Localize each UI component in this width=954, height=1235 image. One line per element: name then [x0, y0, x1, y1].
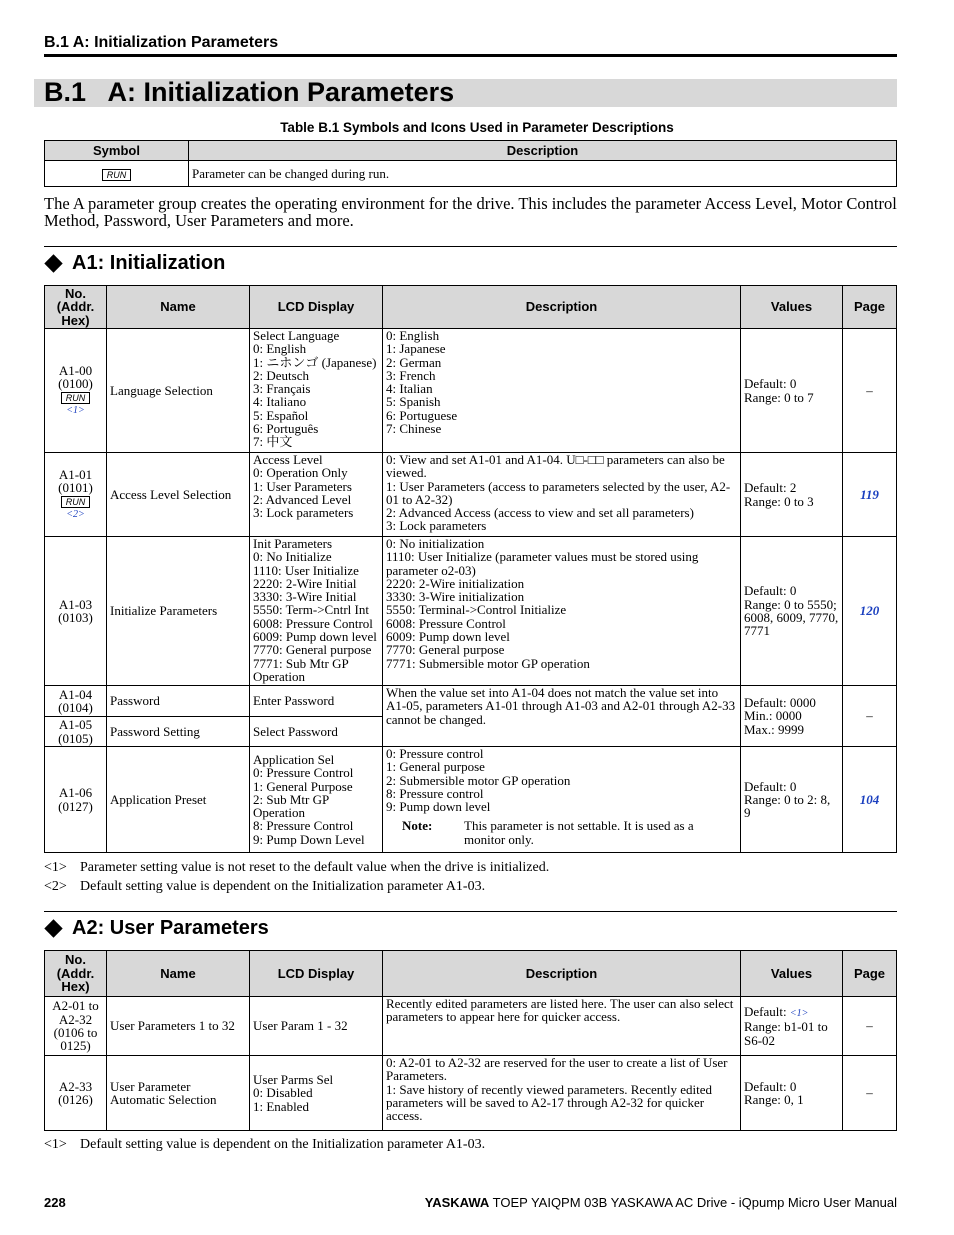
- param-description: 0: English 1: Japanese 2: German 3: French 4: Italian 5: Spanish 6: Portuguese 7: Chinese: [383, 329, 741, 453]
- page-ref: –: [843, 1056, 897, 1131]
- footer-brand: YASKAWA: [424, 1195, 490, 1210]
- footnote-text: Default setting value is dependent on the Initialization parameter A1-03.: [80, 879, 486, 894]
- param-description: Recently edited parameters are listed here. The user can also select parameters to appear here for quicker access.: [383, 997, 741, 1056]
- param-values: Default: 0000 Min.: 0000 Max.: 9999: [741, 686, 843, 747]
- section-rule: [44, 246, 897, 247]
- table-row: [45, 997, 897, 1056]
- lcd-display: Enter Password: [250, 686, 383, 717]
- lcd-display: Select Password: [250, 717, 383, 747]
- page-link[interactable]: 120: [843, 537, 897, 686]
- a1-parameters-table: [44, 285, 897, 853]
- run-badge: RUN: [102, 169, 132, 181]
- lcd-display: Init Parameters 0: No Initialize 1110: User Initialize 2220: 2-Wire Initial 3330: 3-Wire Initial 5550: Term->Cntrl Int 6008: Pressure Control 6009: Pump down level 7770: General purpose 7771: Sub Mtr GP Operation: [250, 537, 383, 686]
- footnote-mark: <1>: [44, 1137, 67, 1152]
- footnote-ref: <1>: [789, 1008, 809, 1020]
- param-no-cell: [45, 537, 107, 686]
- footnote-text: Parameter setting value is not reset to the default value when the drive is initialized.: [80, 860, 550, 875]
- table-caption: Table B.1 Symbols and Icons Used in Parameter Descriptions: [280, 120, 674, 135]
- param-number: A1-03: [58, 596, 93, 612]
- param-number: A1-00: [58, 362, 93, 378]
- param-number: A1-05: [58, 717, 93, 733]
- lcd-display: User Param 1 - 32: [250, 997, 383, 1056]
- param-name: User Parameters 1 to 32: [107, 997, 250, 1056]
- param-description: 0: No initialization 1110: User Initialize (parameter values must be stored using parameter o2-03) 2220: 2-Wire initialization 3330: 3-Wire initialization 5550: Terminal->Control Initialize 6008: Pressure Control 6009: Pump down level 7770: General purpose 7771: Submersible motor GP operation: [383, 537, 741, 686]
- page-ref: –: [843, 686, 897, 747]
- param-address: (0126): [58, 1092, 93, 1107]
- col-header-description: Description: [383, 286, 741, 329]
- lcd-display: Application Sel 0: Pressure Control 1: General Purpose 2: Sub Mtr GP Operation 8: Pressure Control 9: Pump Down Level: [250, 747, 383, 853]
- col-header-page: Page: [843, 951, 897, 997]
- param-address: (0100): [58, 375, 93, 391]
- table-row: [45, 329, 897, 453]
- param-address: (0106 to 0125): [53, 1025, 98, 1054]
- chapter-title: B.1 A: Initialization Parameters: [44, 77, 455, 107]
- param-no-cell: [45, 1056, 107, 1131]
- param-values: [741, 997, 843, 1056]
- header-rule: [44, 54, 897, 57]
- param-address: (0101): [58, 479, 93, 495]
- param-address: (0104): [58, 700, 93, 715]
- param-name: Language Selection: [107, 329, 250, 453]
- symbols-table: [44, 140, 897, 187]
- table-row: [45, 747, 897, 853]
- param-no-cell: [45, 997, 107, 1056]
- param-description: 0: A2-01 to A2-32 are reserved for the user to create a list of User Parameters. 1: Save history of recently viewed parameters. Recently edited parameters will be saved to A2-17 through A2-32 for quicker access.: [383, 1056, 741, 1131]
- lcd-display: Access Level 0: Operation Only 1: User Parameters 2: Advanced Level 3: Lock parameters: [250, 453, 383, 537]
- param-name: Initialize Parameters: [107, 537, 250, 686]
- page-ref: –: [843, 329, 897, 453]
- values-range: Range: b1-01 to S6-02: [744, 1019, 828, 1048]
- param-description: When the value set into A1-04 does not match the value set into A1-05, parameters A1-01 through A1-03 and A2-01 through A2-33 cannot be changed.: [383, 686, 741, 747]
- footnote-mark: <2>: [44, 879, 67, 894]
- a2-parameters-table: [44, 950, 897, 1131]
- footnote: [44, 1137, 485, 1153]
- note-text: This parameter is not settable. It is used as a monitor only.: [464, 818, 694, 847]
- values-default: Default:: [744, 1004, 787, 1020]
- intro-paragraph: The A parameter group creates the operating environment for the drive. This includes the parameter Access Level, Motor Control Method, Password, User Parameters and more.: [44, 194, 897, 230]
- page-ref: –: [843, 997, 897, 1056]
- col-header-values: Values: [741, 286, 843, 329]
- table-row: [45, 1056, 897, 1131]
- param-number: A1-04: [58, 686, 93, 702]
- page-link[interactable]: 119: [843, 453, 897, 537]
- col-header-values: Values: [741, 951, 843, 997]
- col-header-name: Name: [107, 286, 250, 329]
- footnote-ref: <2>: [66, 509, 85, 521]
- footnote-ref: <1>: [66, 405, 85, 417]
- col-header-name: Name: [107, 951, 250, 997]
- table-row: [45, 161, 897, 187]
- param-description: 0: Pressure control 1: General purpose 2: Submersible motor GP operation 8: Pressure control 9: Pump down level: [386, 746, 571, 815]
- col-header-lcd: LCD Display: [250, 951, 383, 997]
- footnote-text: Default setting value is dependent on the Initialization parameter A1-03.: [80, 1137, 486, 1152]
- param-description-cell: [383, 747, 741, 853]
- param-values: Default: 0 Range: 0 to 7: [741, 329, 843, 453]
- description-cell: Parameter can be changed during run.: [189, 161, 897, 187]
- param-values: Default: 0 Range: 0, 1: [741, 1056, 843, 1131]
- param-name: Password Setting: [107, 717, 250, 747]
- section-title: A1: Initialization: [72, 252, 226, 274]
- lcd-display: Select Language 0: English 1: ニホンゴ (Japanese) 2: Deutsch 3: Français 4: Italiano 5: Español 6: Português 7: 中文: [250, 329, 383, 453]
- param-number: A2-33: [58, 1078, 93, 1094]
- col-header-lcd: LCD Display: [250, 286, 383, 329]
- param-address: (0103): [58, 610, 93, 625]
- running-head: B.1 A: Initialization Parameters: [44, 34, 279, 51]
- param-no-cell: [45, 717, 107, 747]
- param-description: 0: View and set A1-01 and A1-04. U□-□□ parameters can also be viewed. 1: User Parameters (access to parameters selected by the user, A2-01 to A2-32) 2: Advanced Access (access to view and set all parameters) 3: Lock parameters: [383, 453, 741, 537]
- table-row: [45, 453, 897, 537]
- section-heading-a1: [44, 252, 225, 275]
- col-header-description: Description: [383, 951, 741, 997]
- footnote-mark: <1>: [44, 860, 67, 875]
- note-label: Note:: [402, 818, 433, 834]
- note: [386, 819, 737, 846]
- param-name: Access Level Selection: [107, 453, 250, 537]
- col-header-page: Page: [843, 286, 897, 329]
- param-values: Default: 2 Range: 0 to 3: [741, 453, 843, 537]
- param-number: A1-06: [58, 785, 93, 801]
- param-address: (0127): [58, 798, 93, 814]
- param-address: (0105): [58, 730, 93, 746]
- param-no-cell: [45, 747, 107, 853]
- param-number: A1-01: [58, 466, 93, 482]
- table-row: [45, 686, 897, 717]
- footnote: [44, 879, 485, 895]
- diamond-bullet-icon: [44, 919, 62, 937]
- param-name: Password: [107, 686, 250, 717]
- param-no-cell: [45, 453, 107, 537]
- col-header-no: No. (Addr. Hex): [45, 951, 107, 997]
- run-badge: RUN: [61, 392, 91, 404]
- page-number: 228: [44, 1195, 66, 1210]
- section-heading-a2: [44, 917, 269, 940]
- param-name: User Parameter Automatic Selection: [107, 1056, 250, 1131]
- symbol-cell: [45, 161, 189, 187]
- lcd-display: User Parms Sel 0: Disabled 1: Enabled: [250, 1056, 383, 1131]
- col-header-no: No. (Addr. Hex): [45, 286, 107, 329]
- table-row: [45, 537, 897, 686]
- section-title: A2: User Parameters: [72, 917, 269, 939]
- param-no-cell: [45, 686, 107, 717]
- page-link[interactable]: 104: [843, 747, 897, 853]
- param-no-cell: [45, 329, 107, 453]
- param-values: Default: 0 Range: 0 to 2: 8, 9: [741, 747, 843, 853]
- param-number: A2-01 to A2-32: [52, 998, 99, 1027]
- param-name: Application Preset: [107, 747, 250, 853]
- footer-title: [425, 1195, 897, 1210]
- col-header-symbol: Symbol: [45, 141, 189, 161]
- section-rule: [44, 911, 897, 912]
- diamond-bullet-icon: [44, 254, 62, 272]
- footnote: [44, 860, 549, 876]
- col-header-description: Description: [189, 141, 897, 161]
- footer-manual-title: TOEP YAIQPM 03B YASKAWA AC Drive - iQpump Micro User Manual: [492, 1195, 897, 1210]
- run-badge: RUN: [61, 496, 91, 508]
- param-values: Default: 0 Range: 0 to 5550; 6008, 6009, 7770, 7771: [741, 537, 843, 686]
